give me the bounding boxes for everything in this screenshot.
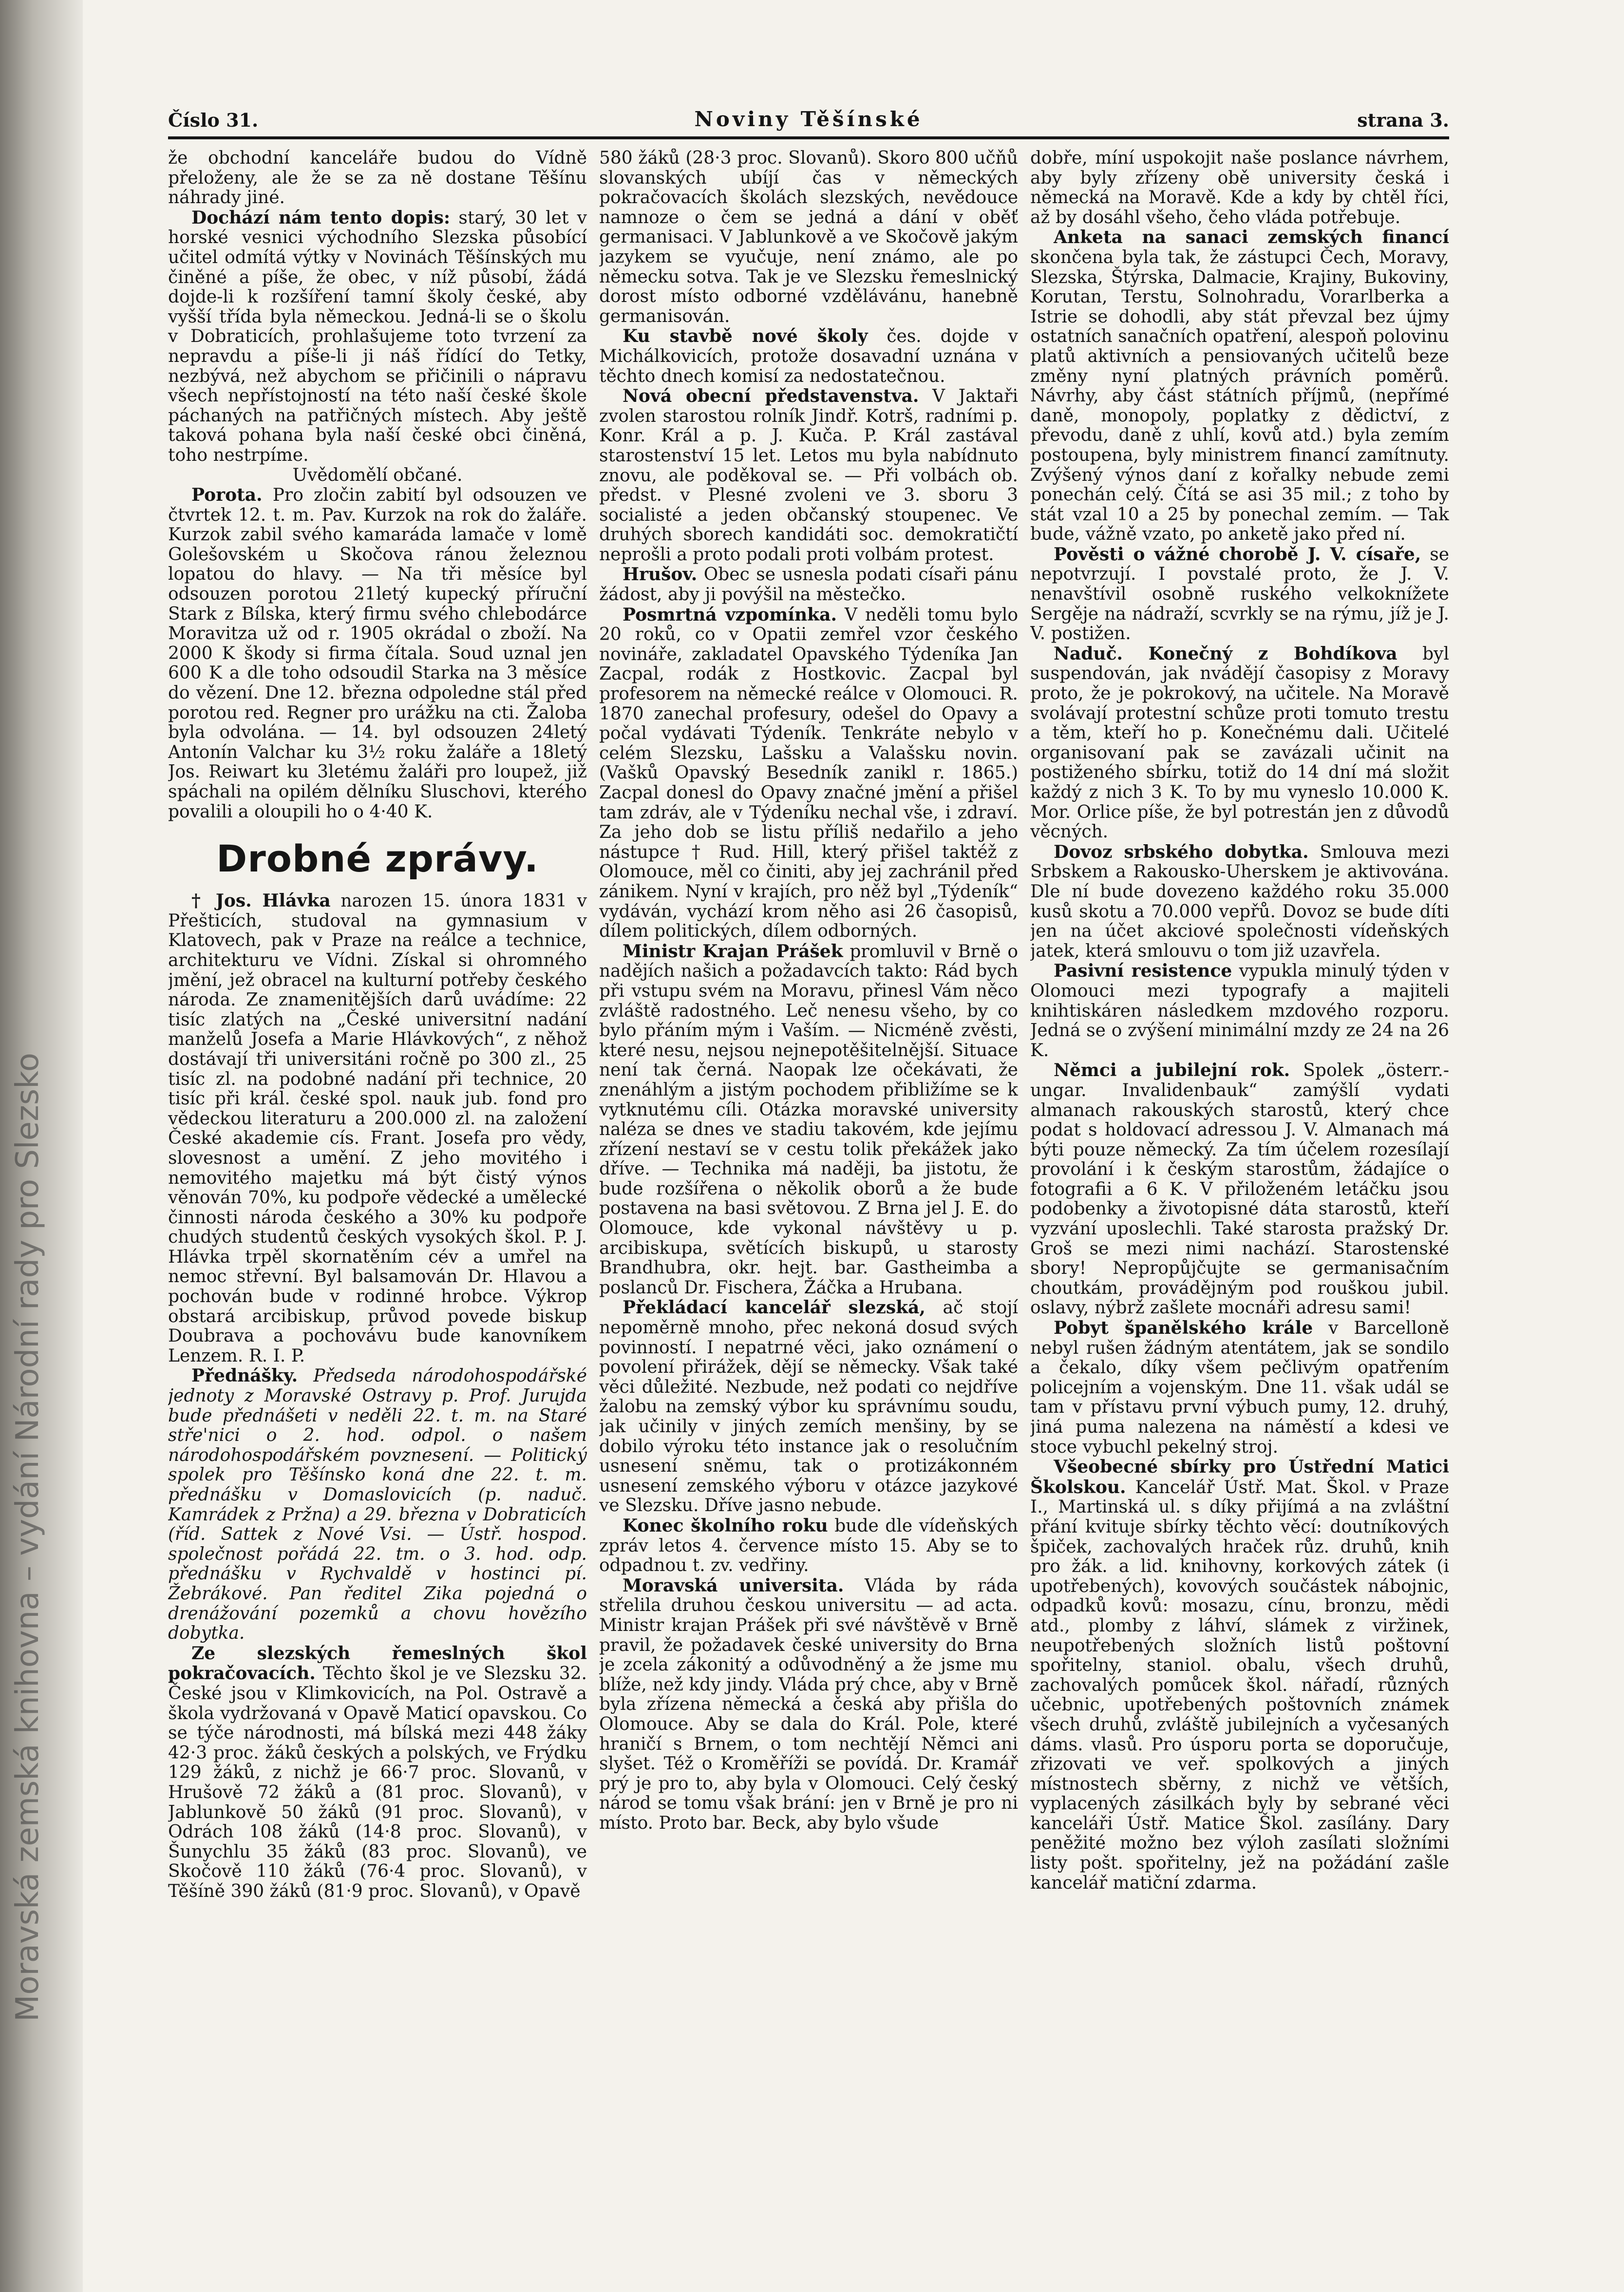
article-paragraph bbox=[1030, 1318, 1449, 1457]
article-italic-text: Předseda národohospodářské jednoty z Moravské Ostravy p. Prof. Jurujda bude přednášeti v neděli 22. t. m. na Staré stře'nici o 2. hod. odpol. o našem národohospodářském povznesení. — Politický spolek pro Těšínsko koná dne 22. t. m. přednášku v Domaslovicích (p. naduč. Kamrádek z Pržna) a 29. března v Dobraticích (říd. Sattek z Nové Vsi. — Ústř. hospod. společnost pořádá 22. tm. o 3. hod. odp. přednášku v Rychvaldě v hostinci pí. Žebrákové. Pan ředitel Zika pojedná o drenážování pozemků a chovu hovězího dobytka. bbox=[168, 1366, 587, 1644]
article-text: se nepotvrzují. I povstalé proto, že J. V. nenavštívil osobně ruského velkoknížete Sergěje na nádraží, scvrkly se na rýmu, jíž je J. V. postižen. bbox=[1030, 544, 1449, 644]
article-text bbox=[298, 1366, 313, 1386]
article-text: Kancelář Ústř. Mat. Škol. v Praze I., Martinská ul. s díky přijímá a na zvláštní přání kvituje sbírky těchto věcí: doutníkových špiček, zachovalých hraček růz. druhů, knih pro žák. a lid. knihovny, korkových zátek (i upotřebených), kovových součástek nábojnic, odpadků kovů: mosazu, cínu, bronzu, mědi atd., plomby z láhví, slámek z viržinek, neupotřebených složních listů poštovní spořitelny, staniol. obalu, všech druhů, zachovalých pomůcek škol. nářadí, různých učebnic, upotřebených poštovních známek všech druhů, zvláště jubilejních a vyčesaných dáms. vlasů. Pro úsporu porta se doporučuje, zřizovati ve veř. spolkových a jiných místnostech sběrny, z nichž ve větších, vyplacených zásilkách byly by sebrané věci kanceláři Ústř. Matice Škol. zasílány. Dary peněžité možno bez výloh zasílati složními listy pošt. spořitelny, jež na požádání zašle kancelář matiční zdarma. bbox=[1030, 1477, 1449, 1893]
article-text: V neděli tomu bylo 20 roků, co v Opatii zemřel vzor českého novináře, zakladatel Opavského Týdeníka Jan Zacpal, rodák z Hostkovic. Zacpal byl profesorem na německé reálce v Olomouci. R. 1870 zanechal profesury, odešel do Opavy a počal vydávati Týdeník. Tenkráte nebylo v celém Slezsku, Lašsku a Valašsku novin. (Vašků Opavský Besedník zanikl r. 1865.) Zacpal donesl do Opavy značné jmění a přišel tam zdráv, ale v Týdeníku nechal vše, i zdraví. Za jeho dob se listu příliš nedařilo a jeho nástupce † Rud. Hill, který přišel taktéž z Olomouce, měl co činiti, aby jej zachránil před zánikem. Nyní v krajích, pro něž byl „Týdeník“ vydáván, vychází krom něho asi 26 časopisů, dílem politických, dílem odborných. bbox=[599, 605, 1018, 942]
article-text: bude dle vídeňských zpráv letos 4. července místo 15. Aby se to odpadnou t. zv. vedřiny. bbox=[599, 1515, 1018, 1576]
signature: Uvědomělí občané. bbox=[292, 465, 463, 485]
spine-text: Moravská zemská knihovna – vydání Národní rady pro Slezsko bbox=[10, 1052, 46, 2022]
article-text: skončena byla tak, že zástupci Čech, Moravy, Slezska, Štýrska, Dalmacie, Krajiny, Bukoviny, Korutan, Terstu, Solnohradu, Vorarlberka a Istrie se dohodli, aby stát převzal bez újmy ostatních sanačních opatření, alespoň polovinu platů aktivních a pensiovaných učitelů beze změny nyní platných právních poměrů. Návrhy, aby část státních příjmů, (nepřímé daně, monopoly, poplatky z dědictví, z převodu, daně z uhlí, kovů atd.) byla zemím postoupena, byly ministrem financí zamítnuty. Zvýšený výnos daní z kořalky nebude zemi ponechán celý. Čítá se asi 35 mil.; z toho by stát vzal 10 a 25 by ponechal zemím. — Tak bude, vážně vzato, po anketě jako před ní. bbox=[1030, 247, 1449, 545]
article-headline: Překládací kancelář slezská, bbox=[623, 1297, 925, 1318]
article-paragraph bbox=[1030, 1061, 1449, 1318]
page-number: strana 3. bbox=[1357, 109, 1449, 131]
scan-edge-strip bbox=[0, 0, 83, 2292]
column-3 bbox=[1030, 149, 1449, 2160]
newspaper-title: Noviny Těšínské bbox=[694, 107, 923, 131]
article-text: Vláda by ráda střelila druhou českou universitu — ad acta. Ministr krajan Prášek při své návštěvě v Brně pravil, že požadavek české university do Brna je zcela zákonitý a odůvodněný a že jsme mu blíže, než kdy jindy. Vláda prý chce, aby v Brně byla zřízena německá a česká aby přišla do Olomouce. Aby se dala do Král. Pole, které hraničí s Brnem, o tom nechtějí Němci ani slyšet. Též o Kroměříži se povídá. Dr. Kramář prý je pro to, aby byla v Olomouci. Celý český národ se tomu však brání: jen v Brně je pro ni místo. Proto bar. Beck, aby bylo všude bbox=[599, 1575, 1018, 1833]
article-text: v Barcelloně nebyl rušen žádným atentátem, jak se sondilo a čekalo, díky všem pečlivým opatřením policejním a vojenským. Dne 11. však udál se tam v přístavu první výbuch pumy, 12. druhý, jiná puma nalezena na náměstí a kdesi ve stoce vybuchl pekelný stroj. bbox=[1030, 1318, 1449, 1457]
article-paragraph bbox=[599, 1298, 1018, 1516]
article-headline: Všeobecné sbírky pro Ústřední Matici Školskou. bbox=[1030, 1457, 1449, 1497]
article-headline: Pasivní resistence bbox=[1054, 961, 1232, 982]
section-heading: Drobné zprávy. bbox=[216, 837, 539, 881]
article-paragraph bbox=[599, 326, 1018, 386]
article-headline: Nová obecní představenstva. bbox=[623, 386, 919, 407]
article-paragraph bbox=[599, 605, 1018, 942]
article-paragraph bbox=[168, 485, 587, 822]
article-paragraph bbox=[1030, 227, 1449, 545]
article-text: byl suspendován, jak nvádějí časopisy z Moravy proto, že je pokrokový, na učitele. Na Moravě svolávají protestní schůze proti tomuto trestu a těm, kteří ho p. Konečnému dali. Učitelé organisovaní pak se zavázali učinit na postiženého sbírku, totiž do 14 dní má složit každý z nich 3 K. To by mu vyneslo 10.000 K. Mor. Orlice píše, že byl potrestán jen z důvodů věcných. bbox=[1030, 644, 1449, 842]
article-text: promluvil v Brně o nadějích našich a požadavcích takto: Rád bych při vstupu svém na Moravu, přinesl Vám něco zvláště radostného. Leč nenesu všeho, by co bylo přáním mým i Vaším. — Nicméně zvěsti, které nesu, nejsou nejnepotěšitelnější. Situace není tak černá. Naopak lze očekávati, že znenáhlým a jistým pochodem přibližíme se k vytknutému cíli. Otázka moravské university naléza se dnes ve stadiu takovém, kde jejímu zřízení nestaví se v cestu tolik překážek jako dříve. — Technika má naději, ba jistotu, že bude rozšířena o několik oborů a že bude postavena na basi světovou. Z Brna jel J. E. do Olomouce, kde vykonal návštěvy u p. arcibiskupa, světících biskupů, u starosty Brandhubra, okr. hejt. bar. Gastheimba a poslanců Dr. Fischera, Žáčka a Hrubana. bbox=[599, 941, 1018, 1298]
article-text: vypukla minulý týden v Olomouci mezi typografy a majiteli knihtiskáren následkem mzdového rozporu. Jedná se o zvýšení minimální mzdy ze 24 na 26 K. bbox=[1030, 961, 1449, 1061]
article-headline: Dovoz srbského dobytka. bbox=[1054, 841, 1309, 862]
article-headline: Ministr Krajan Prášek bbox=[623, 941, 843, 962]
article-headline: Hrušov. bbox=[623, 564, 698, 585]
article-headline: Posmrtná vzpomínka. bbox=[623, 604, 837, 625]
article-paragraph bbox=[1030, 149, 1449, 227]
header-rule bbox=[168, 136, 1449, 139]
article-paragraph bbox=[599, 386, 1018, 565]
article-headline: Konec školního roku bbox=[623, 1515, 828, 1536]
article-paragraph bbox=[599, 1576, 1018, 1834]
article-paragraph bbox=[168, 1366, 587, 1643]
article-headline: Ku stavbě nové školy bbox=[623, 326, 868, 347]
article-headline: Porota. bbox=[191, 485, 263, 506]
article-text: 580 žáků (28·3 proc. Slovanů). Skoro 800 učňů slovanských ubíjí čas v německých pokračovacích školách slezských, nevědouce namnoze o čem se jedná a dání v oběť germanisaci. V Jablunkově a ve Skočově jakým jazykem se vyučuje, není známo, ale po německu sotva. Tak je ve Slezsku řemeslnický dorost místo odborné vzdělávánu, hanebně germanisován. bbox=[599, 149, 1018, 326]
article-text: ač stojí nepoměrně mnoho, přec nekoná dosud svých povinností. I nepatrné věci, jako oznámení o povolení přirážek, dějí se německy. Však také věci důležité. Nezbude, než podati co nejdříve žalobu na zemský výbor ku správnímu soudu, jak učinily v jiných zemích menšiny, by se dobilo výroku této instance jak o resolučním usnesení sněmu, tak o protizákonném usnesení zemského výboru v otázce jazykové ve Slezsku. Dříve jasno nebude. bbox=[599, 1298, 1018, 1516]
article-text: Smlouva mezi Srbskem a Rakousko-Uherskem je aktivována. Dle ní bude dovezeno každého roku 35.000 kusů skotu a 70.000 vepřů. Dovoz se bude díti jen na účet akciové společnosti vídeňských jatek, která smlouvu o tom již uzavřela. bbox=[1030, 842, 1449, 961]
article-paragraph bbox=[168, 891, 587, 1366]
article-text: že obchodní kanceláře budou do Vídně přeloženy, ale že se za ně dostane Těšínu náhrady jiné. bbox=[168, 149, 587, 208]
article-text: Těchto škol je ve Slezsku 32. České jsou v Klimkovicích, na Pol. Ostravě a škola vydržovaná v Opavě Maticí opavskou. Co se týče národnosti, má bílská mezi 448 žáky 42·3 proc. žáků českých a polských, ve Frýdku 129 žáků, z nichž je 66·7 proc. Slovanů, v Hrušově 72 žáků a (81 proc. Slovanů), v Jablunkově 50 žáků (91 proc. Slovanů), v Odrách 108 žáků (14·8 proc. Slovanů), v Šunychlu 35 žáků (83 proc. Slovanů), ve Skočově 110 žáků (76·4 proc. Slovanů), v Těšíně 390 žáků (81·9 proc. Slovanů), v Opavě bbox=[168, 1664, 587, 1901]
page-header bbox=[168, 102, 1449, 136]
article-headline: Dochází nám tento dopis: bbox=[191, 207, 451, 228]
article-paragraph bbox=[168, 149, 587, 208]
article-paragraph bbox=[1030, 545, 1449, 644]
article-text: V Jaktaři zvolen starostou rolník Jindř. Kotrš, radními p. Konr. Král a p. J. Kuča. P. Král zastával starostenství 15 let. Letos mu byla nabídnuto znovu, ale poděkoval se. — Při volbách ob. předst. v Plesné zvoleni ve 3. sboru 3 socialisté a jeden občanský stoupenec. Ve druhých sborech kandidáti soc. demokratičtí neprošli a proto podali proti volbám protest. bbox=[599, 386, 1018, 565]
article-paragraph bbox=[599, 942, 1018, 1298]
article-text: čes. dojde v Michálkovicích, protože dosavadní uznána v těchto dnech komisí za nedostatečnou. bbox=[599, 326, 1018, 386]
article-paragraph bbox=[1030, 644, 1449, 842]
article-text: starý, 30 let v horské vesnici východního Slezska působící učitel odmítá výtky v Novinách Těšínských mu činěné a píše, že obec, v níž působí, žádá dojde-li k rozšíření tamní školy české, aby vyšší třída byla německou. Jedná-li se o školu v Dobraticích, prohlašujeme toto tvrzení za nepravdu a píše-li ji náš řídící do Tetky, nezbývá, než abychom se přičinili o nápravu všech nepřístojností na této naší české škole páchaných na patřičných místech. Aby ještě taková pohana byla naší české obci činěná, toho nestrpíme. bbox=[168, 208, 587, 465]
article-headline: Naduč. Konečný z Bohdíkova bbox=[1054, 643, 1397, 664]
article-headline: Němci a jubilejní rok. bbox=[1054, 1060, 1290, 1081]
article-text: Pro zločin zabití byl odsouzen ve čtvrtek 12. t. m. Pav. Kurzok na rok do žaláře. Kurzok zabil svého kamaráda lamače v lomě Golešovském u Skočova ránou železnou lopatou do hlavy. — Na tři měsíce byl odsouzen porotou 21letý kupecký příruční Stark z Bílska, který firmu svého chlebodárce Moravitza už od r. 1905 okrádal o zboží. Na 2000 K škody si firma čítala. Soud uznal jen 600 K a dle toho odsoudil Starka na 3 měsíce do vězení. Dne 12. března odpoledne stál před porotou red. Regner pro urážku na cti. Žaloba byla odvolána. — 14. byl odsouzen 24letý Antonín Valchar ku 3½ roku žaláře a 18letý Jos. Reiwart ku 3letému žaláři pro loupež, již spáchali na opilém dělníku Sluschovi, kterého povalili a oloupili ho o 4·40 K. bbox=[168, 485, 587, 822]
article-paragraph bbox=[1030, 1457, 1449, 1893]
article-headline: Pověsti o vážné chorobě J. V. císaře, bbox=[1054, 544, 1421, 565]
column-2 bbox=[599, 149, 1018, 2160]
article-paragraph bbox=[168, 208, 587, 466]
column-1 bbox=[168, 149, 587, 2160]
article-headline: Anketa na sanaci zemských financí bbox=[1054, 227, 1449, 248]
article-headline: Ze slezských řemeslných škol pokračovacích. bbox=[168, 1643, 587, 1684]
article-headline: Přednášky. bbox=[191, 1365, 298, 1386]
article-text: Obec se usnesla podati císaři pánu žádost, aby ji povýšil na městečko. bbox=[599, 565, 1018, 605]
article-headline: † Jos. Hlávka bbox=[191, 890, 331, 911]
article-headline: Moravská universita. bbox=[623, 1575, 844, 1596]
issue-number: Číslo 31. bbox=[168, 109, 259, 131]
article-text: narozen 15. února 1831 v Přešticích, studoval na gymnasium v Klatovech, pak v Praze na reálce a technice, architekturu ve Vídni. Získal si ohromného jmění, jež obracel na kulturní potřeby českého národa. Ze znamenitějších darů uvádíme: 22 tisíc zlatých na „České universitní nadání manželů Josefa a Marie Hlávkových“, z něhož dostávají tři universitáni ročně po 300 zl., 25 tisíc zl. na podobné nadání při technice, 20 tisíc při král. české spol. nauk jub. fond pro vědeckou literaturu a 200.000 zl. na založení České akademie cís. Frant. Josefa pro vědy, slovesnost a umění. Z jeho movitého i nemovitého majetku má být čistý výnos věnován 70%, ku podpoře vědecké a umělecké činnosti národa českého a 30% ku podpoře chudých studentů českých vysokých škol. P. J. Hlávka trpěl skornatěním cév a umřel na nemoc střevní. Byl balsamován Dr. Hlavou a pochován bude v rodinné hrobce. Výkrop obstará arcibiskup, průvod povede biskup Doubrava a pochovávu bude kanovníkem Lenzem. R. I. P. bbox=[168, 891, 587, 1366]
article-headline: Pobyt španělského krále bbox=[1054, 1318, 1313, 1339]
article-paragraph bbox=[1030, 961, 1449, 1061]
article-paragraph bbox=[599, 149, 1018, 326]
article-text: dobře, míní uspokojit naše poslance návrhem, aby byly zřízeny obě university česká i německá na Moravě. Kde a kdy by chtěl říci, až by dosáhl všeho, čeho vláda potřebuje. bbox=[1030, 149, 1449, 227]
article-text: Spolek „österr.-ungar. Invalidenbauk“ zamýšlí vydati almanach rakouských starostů, který chce podat s holdovací adressou J. V. Almanach má býti pouze německý. Za tím účelem rozesílají provolání i k českým starostům, žádajíce o fotografii a 6 K. V přiloženém letáčku jsou podobenky a životopisné dáta starostů, kteří vyzvání uposlechli. Také starosta pražský Dr. Groš se mezi nimi nachází. Starostenské sbory! Nepropůjčujte se germanisačním choutkám, provádějným pod rouškou jubil. oslavy, nýbrž zašlete mocnáři adresu sami! bbox=[1030, 1061, 1449, 1318]
article-paragraph bbox=[599, 565, 1018, 605]
article-paragraph bbox=[1030, 842, 1449, 962]
article-paragraph bbox=[168, 1644, 587, 1902]
article-paragraph bbox=[599, 1516, 1018, 1576]
